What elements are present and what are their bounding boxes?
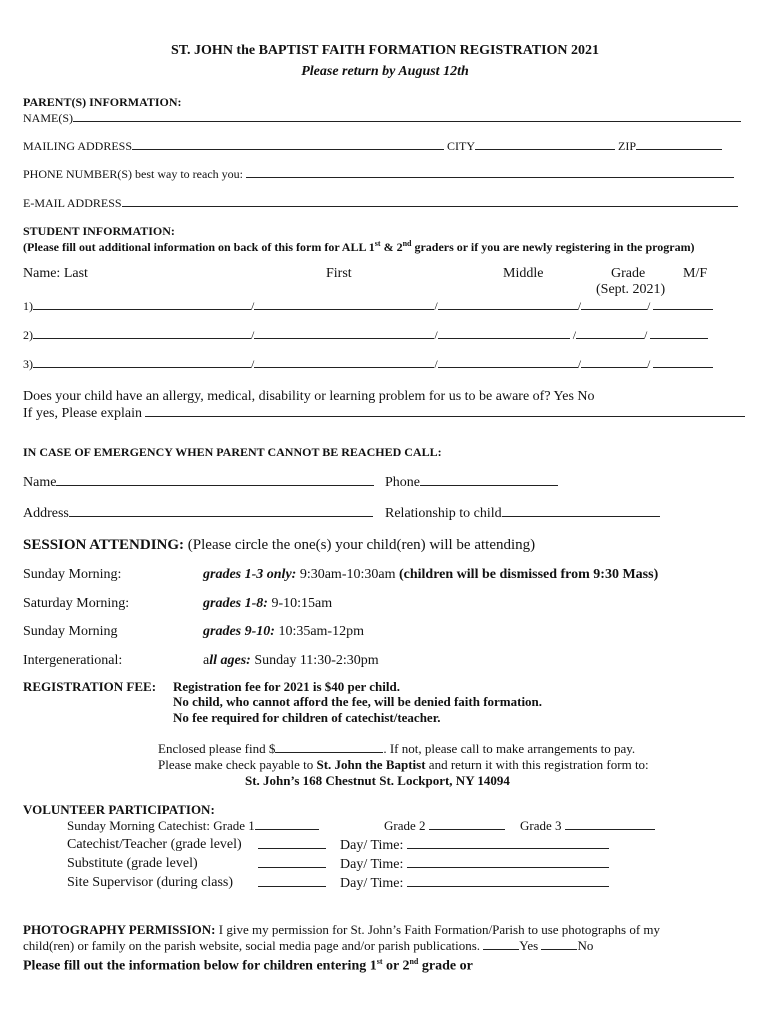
catechist-grade2-label: Grade 2 — [384, 818, 426, 833]
student-note-part3: graders or if you are newly registering in the program) — [411, 240, 695, 254]
phone-label: PHONE NUMBER(S) best way to reach you: — [23, 167, 243, 181]
explain-label: If yes, Please explain — [23, 406, 142, 421]
session-4-detail[interactable] — [203, 653, 379, 669]
check-label: Please make check payable to — [158, 757, 317, 772]
col-name-last: Name: Last — [23, 266, 88, 281]
photo-row-1 — [23, 922, 660, 938]
catechist-grade1-field[interactable] — [255, 818, 319, 830]
row-3-label: 3) — [23, 357, 33, 371]
role-3-daytime-label: Day/ Time: — [340, 876, 404, 891]
emergency-heading: IN CASE OF EMERGENCY WHEN PARENT CANNOT BE REACHED CALL: — [23, 445, 442, 459]
footer-part2: or 2 — [382, 958, 410, 974]
col-grade: Grade — [611, 266, 646, 281]
photo-no-label: No — [577, 938, 594, 953]
student-row-3: 3) / / / / — [23, 356, 713, 372]
row-3-first[interactable] — [254, 356, 434, 368]
session-heading-note: (Please circle the one(s) your child(ren) will be attending) — [187, 537, 536, 553]
check-payee: St. John the Baptist — [316, 757, 426, 772]
names-field[interactable] — [73, 110, 741, 122]
relationship-label: Relationship to child — [385, 506, 502, 521]
session-heading: SESSION ATTENDING: — [23, 537, 185, 553]
names-row — [23, 110, 741, 126]
student-note-part1: (Please fill out additional information on back of this form for ALL 1 — [23, 240, 375, 254]
catechist-grade2-field[interactable] — [429, 818, 505, 830]
role-3-daytime — [340, 875, 609, 892]
photo-heading: PHOTOGRAPHY PERMISSION: — [23, 922, 216, 937]
footer-st: st — [376, 957, 383, 966]
fee-heading: REGISTRATION FEE: — [23, 679, 157, 694]
photo-text-1: I give my permission for St. John’s Faith Formation/Parish to use photographs of my — [215, 922, 661, 937]
row-2-first[interactable] — [254, 327, 434, 339]
emergency-phone-row — [385, 474, 558, 491]
row-2-grade[interactable] — [576, 327, 644, 339]
session-3-detail[interactable] — [203, 624, 364, 640]
session-2-grades: grades 1-8: — [203, 596, 268, 611]
session-3-time: 10:35am-12pm — [274, 624, 364, 639]
enclosed-row — [158, 741, 635, 757]
catechist-grade3-label: Grade 3 — [520, 818, 562, 833]
return-address: St. John’s 168 Chestnut St. Lockport, NY 14094 — [245, 773, 510, 788]
catechist-grade1-label: Sunday Morning Catechist: Grade 1 — [67, 818, 255, 833]
row-3-grade[interactable] — [581, 356, 647, 368]
footer-part1: Please fill out the information below for children entering 1 — [23, 958, 377, 974]
session-1-day: Sunday Morning: — [23, 567, 122, 582]
form-subtitle: Please return by August 12th — [301, 64, 469, 79]
mailing-row — [23, 138, 722, 154]
emergency-name-label: Name — [23, 475, 57, 490]
enclosed-note: . If not, please call to make arrangements to pay. — [383, 741, 636, 756]
emergency-address-label: Address — [23, 506, 69, 521]
emergency-phone-field[interactable] — [420, 474, 558, 486]
session-2-day: Saturday Morning: — [23, 596, 130, 611]
session-2-time: 9-10:15am — [267, 596, 333, 611]
student-heading: STUDENT INFORMATION: — [23, 224, 175, 238]
session-1-detail[interactable] — [203, 567, 658, 583]
row-1-grade[interactable] — [581, 298, 647, 310]
fee-line-1: Registration fee for 2021 is $40 per child. — [173, 679, 400, 694]
role-1-daytime-label: Day/ Time: — [340, 838, 404, 853]
col-mf: M/F — [683, 266, 708, 281]
phone-field[interactable] — [246, 166, 734, 178]
session-4-grades-a: a — [203, 653, 210, 668]
row-1-first[interactable] — [254, 298, 434, 310]
student-note — [23, 239, 695, 255]
student-row-2: 2) / / / / — [23, 327, 708, 343]
student-note-nd: nd — [402, 239, 412, 248]
session-3-day: Sunday Morning — [23, 624, 118, 639]
photo-yes-label: Yes — [519, 938, 542, 953]
check-note: and return it with this registration form to: — [425, 757, 649, 772]
role-2-daytime — [340, 856, 609, 873]
fee-line-3: No fee required for children of catechist/teacher. — [173, 710, 441, 725]
row-3-middle[interactable] — [438, 356, 578, 368]
row-2-label: 2) — [23, 328, 33, 342]
city-field[interactable] — [475, 138, 615, 150]
volunteer-heading: VOLUNTEER PARTICIPATION: — [23, 802, 215, 817]
explain-field[interactable] — [145, 405, 745, 417]
form-title: ST. JOHN the BAPTIST FAITH FORMATION REGISTRATION 2021 — [170, 43, 600, 58]
col-grade-sub: (Sept. 2021) — [596, 282, 666, 297]
session-1-grades: grades 1-3 only: — [203, 567, 297, 582]
relationship-field[interactable] — [502, 505, 660, 517]
student-note-st: st — [374, 239, 381, 248]
photo-no-field[interactable] — [541, 938, 577, 950]
col-middle: Middle — [503, 266, 544, 281]
row-2-middle[interactable] — [438, 327, 570, 339]
session-4-day: Intergenerational: — [23, 653, 123, 668]
footer-nd: nd — [409, 957, 419, 966]
footer-part3: grade or — [418, 958, 473, 974]
photo-yes-field[interactable] — [483, 938, 519, 950]
check-row — [158, 757, 649, 773]
phone-row — [23, 166, 734, 182]
email-label: E-MAIL ADDRESS — [23, 196, 122, 210]
catechist-grade3-field[interactable] — [565, 818, 655, 830]
role-2-label: Substitute (grade level) — [67, 856, 198, 871]
role-1-grade-field[interactable] — [258, 837, 326, 854]
session-2-detail[interactable] — [203, 596, 332, 612]
role-1-label: Catechist/Teacher (grade level) — [67, 837, 242, 852]
student-row-1: 1) / / / / — [23, 298, 713, 314]
session-4-grades: ll ages: — [209, 653, 251, 668]
emergency-phone-label: Phone — [385, 475, 420, 490]
grade3-row — [520, 818, 655, 834]
emergency-relationship-row — [385, 505, 660, 522]
emergency-address-field[interactable] — [69, 505, 373, 517]
role-2-grade-field[interactable] — [258, 856, 326, 873]
role-1-daytime-field[interactable] — [407, 837, 609, 849]
role-2-daytime-label: Day/ Time: — [340, 857, 404, 872]
student-note-part2: & 2 — [380, 240, 403, 254]
row-2-mf[interactable] — [650, 327, 708, 339]
mailing-label: MAILING ADDRESS — [23, 139, 133, 153]
col-first: First — [326, 266, 352, 281]
names-label: NAME(S) — [23, 111, 73, 125]
fee-line-2: No child, who cannot afford the fee, will be denied faith formation. — [173, 694, 543, 709]
parents-heading: PARENT(S) INFORMATION: — [23, 95, 182, 109]
emergency-address-row — [23, 505, 373, 522]
row-1-label: 1) — [23, 299, 33, 313]
enclosed-label: Enclosed please find $ — [158, 741, 276, 756]
photo-row-2 — [23, 938, 593, 954]
photo-text-2: child(ren) or family on the parish website, social media page and/or parish publications. — [23, 938, 484, 953]
session-heading-row — [23, 537, 535, 554]
row-3-mf[interactable] — [653, 356, 713, 368]
session-1-time: 9:30am-10:30am — [296, 567, 399, 582]
role-2-daytime-field[interactable] — [407, 856, 609, 868]
email-row — [23, 195, 738, 211]
footer-note — [23, 957, 473, 975]
email-field[interactable] — [122, 195, 738, 207]
city-label: CITY — [447, 139, 476, 153]
row-1-mf[interactable] — [653, 298, 713, 310]
zip-label: ZIP — [618, 139, 637, 153]
allergy-question: Does your child have an allergy, medical, disability or learning problem for us to be aware of? Yes No — [23, 389, 595, 404]
row-1-middle[interactable] — [438, 298, 578, 310]
role-3-grade-field[interactable] — [258, 875, 326, 892]
catechist-row — [67, 818, 319, 834]
session-4-time: Sunday 11:30-2:30pm — [250, 653, 379, 668]
session-1-extra: (children will be dismissed from 9:30 Mass) — [398, 567, 659, 582]
row-1-last[interactable] — [33, 298, 251, 310]
grade2-row — [384, 818, 505, 834]
role-3-label: Site Supervisor (during class) — [67, 875, 234, 890]
emergency-name-field[interactable] — [56, 474, 374, 486]
emergency-name-row — [23, 474, 374, 491]
role-3-daytime-field[interactable] — [407, 875, 609, 887]
role-1-daytime — [340, 837, 609, 854]
mailing-field[interactable] — [132, 138, 444, 150]
session-3-grades: grades 9-10: — [203, 624, 275, 639]
enclosed-amount-field[interactable] — [275, 741, 383, 753]
explain-row — [23, 405, 745, 422]
row-3-last[interactable] — [33, 356, 251, 368]
zip-field[interactable] — [636, 138, 722, 150]
row-2-last[interactable] — [33, 327, 251, 339]
